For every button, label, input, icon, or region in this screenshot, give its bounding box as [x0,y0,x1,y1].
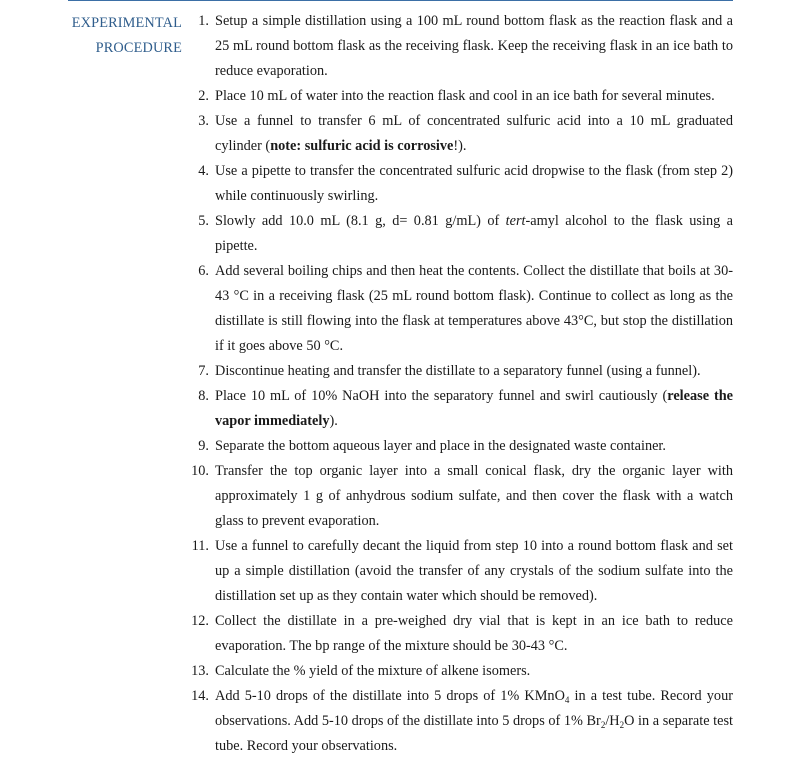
vapor-warning: release the vapor immediately [215,388,733,429]
step-number: 5. [198,213,209,229]
step-text: Use a funnel to transfer 6 mL of concentrated sulfuric acid into a 10 mL graduated cylinder (note: sulfuric acid is corrosive!). [215,113,733,154]
step-7 [186,359,733,384]
step-number: 4. [198,163,209,179]
step-number: 1. [198,13,209,29]
procedure-steps [186,9,733,759]
step-text: Transfer the top organic layer into a small conical flask, dry the organic layer with approximately 1 g of anhydrous sodium sulfate, and then cover the flask with a watch glass to prevent evaporation. [215,463,733,529]
step-3 [186,109,733,159]
step-number: 8. [198,388,209,404]
step-text: Use a pipette to transfer the concentrated sulfuric acid dropwise to the flask (from step 2) while continuously swirling. [215,163,733,204]
step-1 [186,9,733,84]
step-text: Place 10 mL of 10% NaOH into the separatory funnel and swirl cautiously (release the vapor immediately). [215,388,733,429]
step-6 [186,259,733,359]
step-number: 3. [198,113,209,129]
step-5 [186,209,733,259]
step-number: 13. [191,663,209,679]
step-text: Setup a simple distillation using a 100 mL round bottom flask as the reaction flask and a 25 mL round bottom flask as the receiving flask. Keep the receiving flask in an ice bath to reduce evaporation. [215,13,733,79]
step-13 [186,659,733,684]
step-number: 9. [198,438,209,454]
step-number: 10. [191,463,209,479]
step-4 [186,159,733,209]
step-text: Place 10 mL of water into the reaction flask and cool in an ice bath for several minutes. [215,88,715,104]
step-text: Use a funnel to carefully decant the liquid from step 10 into a round bottom flask and set up a simple distillation (avoid the transfer of any crystals of the sodium sulfate into the distillation set up as they contain water which should be removed). [215,538,733,604]
step-text: Collect the distillate in a pre-weighed dry vial that is kept in an ice bath to reduce evaporation. The bp range of the mixture should be 30-43 °C. [215,613,733,654]
step-number: 7. [198,363,209,379]
step-number: 2. [198,88,209,104]
step-text: Add several boiling chips and then heat the contents. Collect the distillate that boils at 30-43 °C in a receiving flask (25 mL round bottom flask). Continue to collect as long as the distillate is still flowing into the flask at temperatures above 43°C, but stop the distillation if it goes above 50 °C. [215,263,733,354]
section-label [68,11,182,61]
step-8 [186,384,733,434]
top-rule [68,0,733,1]
step-2 [186,84,733,109]
step-number: 14. [191,688,209,704]
step-11 [186,534,733,609]
step-14 [186,684,733,759]
section-label-line1: EXPERIMENTAL [71,15,182,31]
step-number: 6. [198,263,209,279]
step-number: 11. [191,538,209,554]
step-number: 12. [191,613,209,629]
step-text: Discontinue heating and transfer the distillate to a separatory funnel (using a funnel). [215,363,701,379]
step-text: Add 5-10 drops of the distillate into 5 drops of 1% KMnO$_4$ in a test tube. Record your observations. Add 5-10 drops of the distillate into 5 drops of 1% $Br_2/H_2O$ in a separate test tube. Record your observations. [215,688,733,754]
corrosive-warning: note: sulfuric acid is corrosive [270,138,454,154]
step-text: Slowly add 10.0 mL (8.1 g, d= 0.81 g/mL) of tert-amyl alcohol to the flask using a pipette. [215,213,733,254]
section-label-line2: PROCEDURE [95,40,182,56]
step-12 [186,609,733,659]
step-text: Separate the bottom aqueous layer and place in the designated waste container. [215,438,666,454]
step-10 [186,459,733,534]
step-9 [186,434,733,459]
step-text: Calculate the % yield of the mixture of alkene isomers. [215,663,531,679]
